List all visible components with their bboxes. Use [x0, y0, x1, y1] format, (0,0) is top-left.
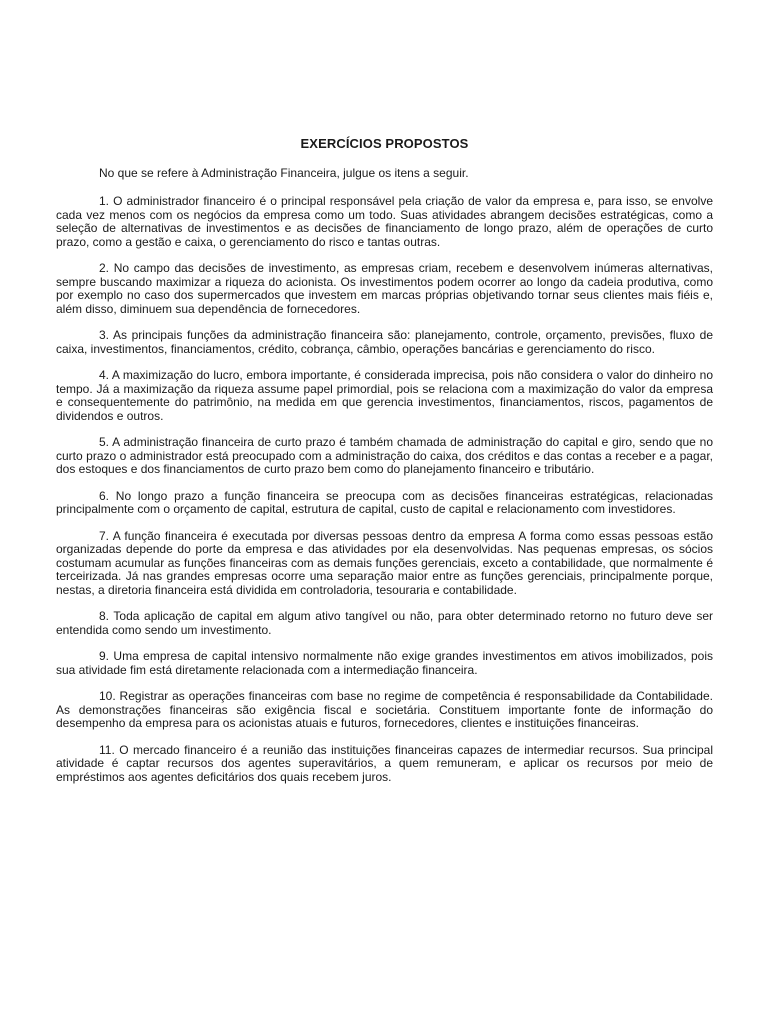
exercise-item-2: 2. No campo das decisões de investimento, as empresas criam, recebem e desenvolvem inúmeras alternativas, sempre buscando maximizar a riqueza do acionista. Os investimentos podem ocorrer ao longo da cadeia produtiva, como por exemplo no caso dos supermercados que investem em marcas próprias objetivando tornar seus clientes mais fiéis e, além disso, diminuem sua dependência de fornecedores. [56, 261, 713, 316]
exercise-item-3: 3. As principais funções da administração financeira são: planejamento, controle, orçamento, previsões, fluxo de caixa, investimentos, financiamentos, crédito, cobrança, câmbio, operações bancárias e gerenciamento do risco. [56, 328, 713, 356]
exercise-item-8: 8. Toda aplicação de capital em algum ativo tangível ou não, para obter determinado retorno no futuro deve ser entendida como sendo um investimento. [56, 609, 713, 637]
exercise-item-1: 1. O administrador financeiro é o principal responsável pela criação de valor da empresa e, para isso, se envolve cada vez menos com os negócios da empresa como um todo. Suas atividades abrangem decisões estratégicas, como a seleção de alternativas de investimentos e as decisões de financiamento de longo prazo, além de operações de curto prazo, como a gestão e caixa, o gerenciamento do risco e tantas outras. [56, 194, 713, 249]
exercise-item-7: 7. A função financeira é executada por diversas pessoas dentro da empresa A forma como essas pessoas estão organizadas depende do porte da empresa e das atividades por ela desenvolvidas. Nas pequenas empresas, os sócios costumam acumular as funções financeiras com as demais funções gerenciais, exceto a contabilidade, que normalmente é terceirizada. Já nas grandes empresas ocorre uma separação maior entre as funções gerenciais, principalmente porque, nestas, a diretoria financeira está dividida em controladoria, tesouraria e contabilidade. [56, 528, 713, 597]
exercise-item-5: 5. A administração financeira de curto prazo é também chamada de administração do capital e giro, sendo que no curto prazo o administrador está preocupado com a administração do caixa, dos créditos e das contas a receber e a pagar, dos estoques e dos financiamentos de curto prazo bem como do planejamento financeiro e tributário. [56, 435, 713, 476]
exercise-item-9: 9. Uma empresa de capital intensivo normalmente não exige grandes investimentos em ativos imobilizados, pois sua atividade fim está diretamente relacionada com a intermediação financeira. [56, 649, 713, 677]
exercise-item-11: 11. O mercado financeiro é a reunião das instituições financeiras capazes de intermediar recursos. Sua principal atividade é captar recursos dos agentes superavitários, a quem remuneram, e aplicar os recursos por meio de empréstimos aos agentes deficitários dos quais recebem juros. [56, 742, 713, 784]
exercise-item-4: 4. A maximização do lucro, embora importante, é considerada imprecisa, pois não considera o valor do dinheiro no tempo. Já a maximização da riqueza assume papel primordial, pois se relaciona com a maximização do valor da empresa e consequentemente do patrimônio, na medida em que gerencia investimentos, financiamentos, riscos, pagamentos de dividendos e outros. [56, 368, 713, 423]
exercise-item-10: 10. Registrar as operações financeiras com base no regime de competência é responsabilidade da Contabilidade. As demonstrações financeiras são exigência fiscal e societária. Constituem importante fonte de informação do desempenho da empresa para os acionistas atuais e futuros, fornecedores, clientes e instituições financeiras. [56, 689, 713, 730]
intro-paragraph: No que se refere à Administração Financeira, julgue os itens a seguir. [99, 166, 469, 180]
exercise-item-6: 6. No longo prazo a função financeira se preocupa com as decisões financeiras estratégicas, relacionadas principalmente com o orçamento de capital, estrutura de capital, custo de capital e relacionamento com investidores. [56, 488, 713, 516]
document-body [56, 136, 713, 797]
document-title: EXERCÍCIOS PROPOSTOS [300, 136, 469, 151]
